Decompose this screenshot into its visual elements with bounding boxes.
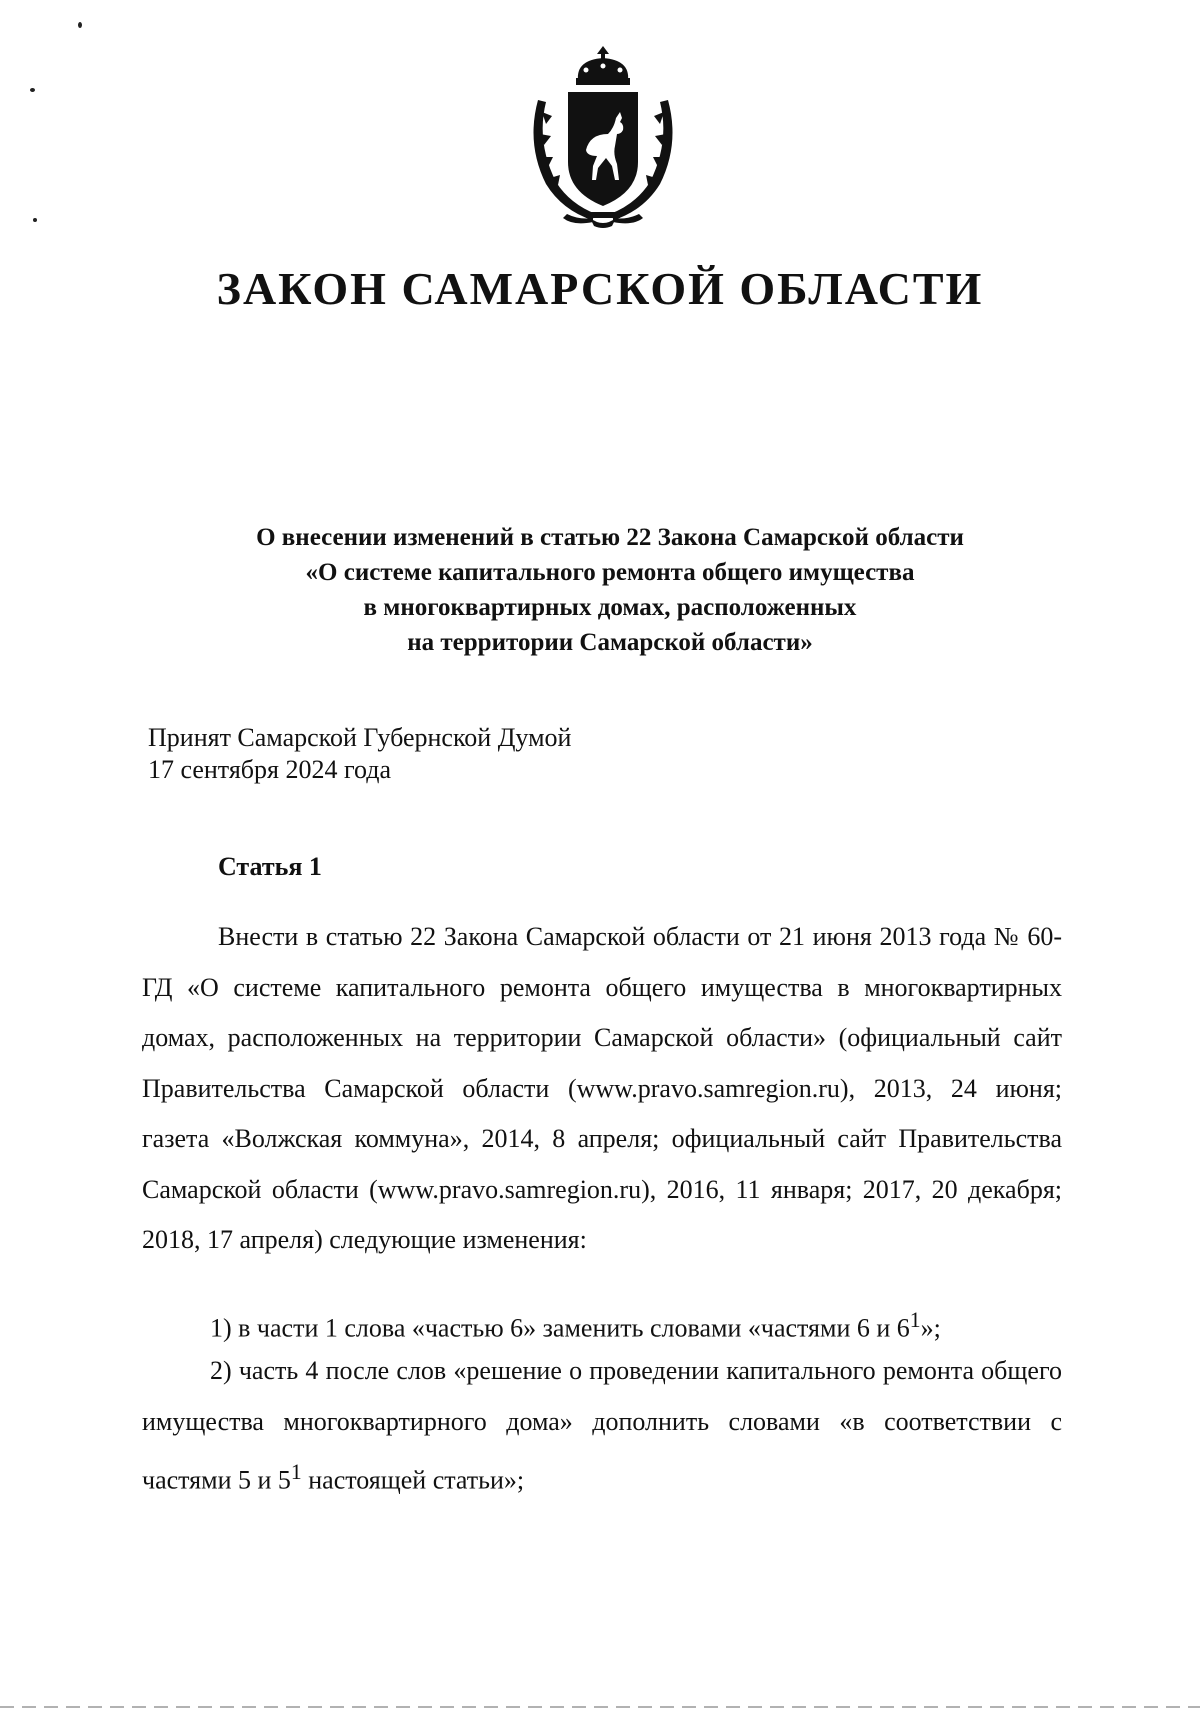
amendment-item-2 xyxy=(142,1346,1062,1506)
scan-edge xyxy=(0,1706,1200,1708)
superscript: 1 xyxy=(290,1460,302,1484)
superscript: 1 xyxy=(909,1308,921,1332)
subtitle-line: О внесении изменений в статью 22 Закона Самарской области xyxy=(256,524,964,551)
adoption-body: Принят Самарской Губернской Думой xyxy=(148,723,572,752)
item-text-end: »; xyxy=(920,1313,941,1343)
scan-speck xyxy=(78,22,82,28)
law-title: ЗАКОН САМАРСКОЙ ОБЛАСТИ xyxy=(216,263,984,314)
adoption-note xyxy=(148,722,571,786)
scan-speck xyxy=(33,218,37,222)
subtitle-line: на территории Самарской области» xyxy=(407,629,813,656)
article-heading: Статья 1 xyxy=(218,852,322,881)
law-subtitle xyxy=(150,520,1070,660)
scan-speck xyxy=(30,88,35,92)
item-text-end: настоящей статьи»; xyxy=(301,1465,525,1495)
item-text: 1) в части 1 слова «частью 6» заменить словами «частями 6 и 6 xyxy=(210,1313,910,1343)
adoption-date: 17 сентября 2024 года xyxy=(148,755,392,784)
subtitle-line: в многоквартирных домах, расположенных xyxy=(363,594,857,621)
article-paragraph: Внести в статью 22 Закона Самарской области от 21 июня 2013 года № 60-ГД «О системе капитального ремонта общего имущества в многоквартирных домах, расположенных на территории Самарской области» (официальный сайт Правительства Самарской области (www.pravo.samregion.ru), 2013, 24 июня; газета «Волжская коммуна», 2014, 8 апреля; официальный сайт Правительства Самарской области (www.pravo.samregion.ru), 2016, 11 января; 2017, 20 декабря; 2018, 17 апреля) следующие изменения: xyxy=(142,922,1062,1254)
subtitle-line: «О системе капитального ремонта общего имущества xyxy=(305,559,915,586)
item-text: 2) часть 4 после слов «решение о проведении капитального ремонта общего имущества многоквартирного дома» дополнить словами «в соответствии с частями 5 и 5 xyxy=(142,1356,1062,1495)
samara-coat-of-arms-icon xyxy=(528,42,678,232)
